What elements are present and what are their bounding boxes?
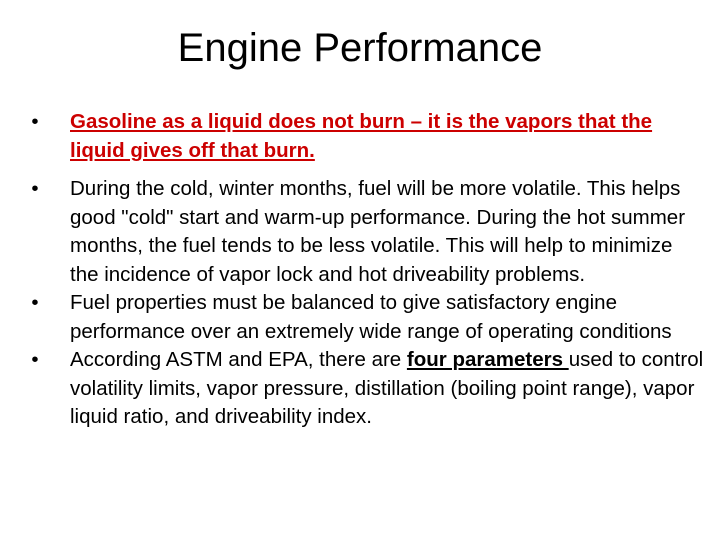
bullet-text-key-phrase: four parameters	[406, 348, 569, 371]
bullet-dot-icon: •	[31, 348, 39, 371]
bullet-text: Fuel properties must be balanced to give satisfactory engine performance over an extremely wide range of operating conditions	[70, 291, 672, 343]
bullet-dot-icon: •	[31, 177, 39, 200]
bullet-item-gasoline-vapors	[28, 108, 704, 165]
bullet-text-emphasized: Gasoline as a liquid does not burn – it is the vapors that the liquid gives off that burn.	[70, 110, 653, 162]
bullet-text-after: used to control volatility limits, vapor pressure, distillation (boiling point range), vapor liquid ratio, and driveability index.	[70, 348, 704, 428]
bullet-dot-icon: •	[31, 291, 39, 314]
bullet-item-fuel-properties	[28, 289, 704, 346]
bullet-item-seasonal-volatility	[28, 175, 704, 289]
slide-title: Engine Performance	[177, 26, 543, 70]
bullet-text-before: According ASTM and EPA, there are	[70, 348, 407, 371]
bullet-item-four-parameters	[28, 346, 704, 432]
bullet-dot-icon: •	[31, 110, 39, 133]
bullet-list	[28, 108, 704, 432]
bullet-text: During the cold, winter months, fuel will be more volatile. This helps good "cold" start and warm-up performance. During the hot summer months, the fuel tends to be less volatile. This will help to minimize the incidence of vapor lock and hot driveability problems.	[70, 177, 686, 286]
